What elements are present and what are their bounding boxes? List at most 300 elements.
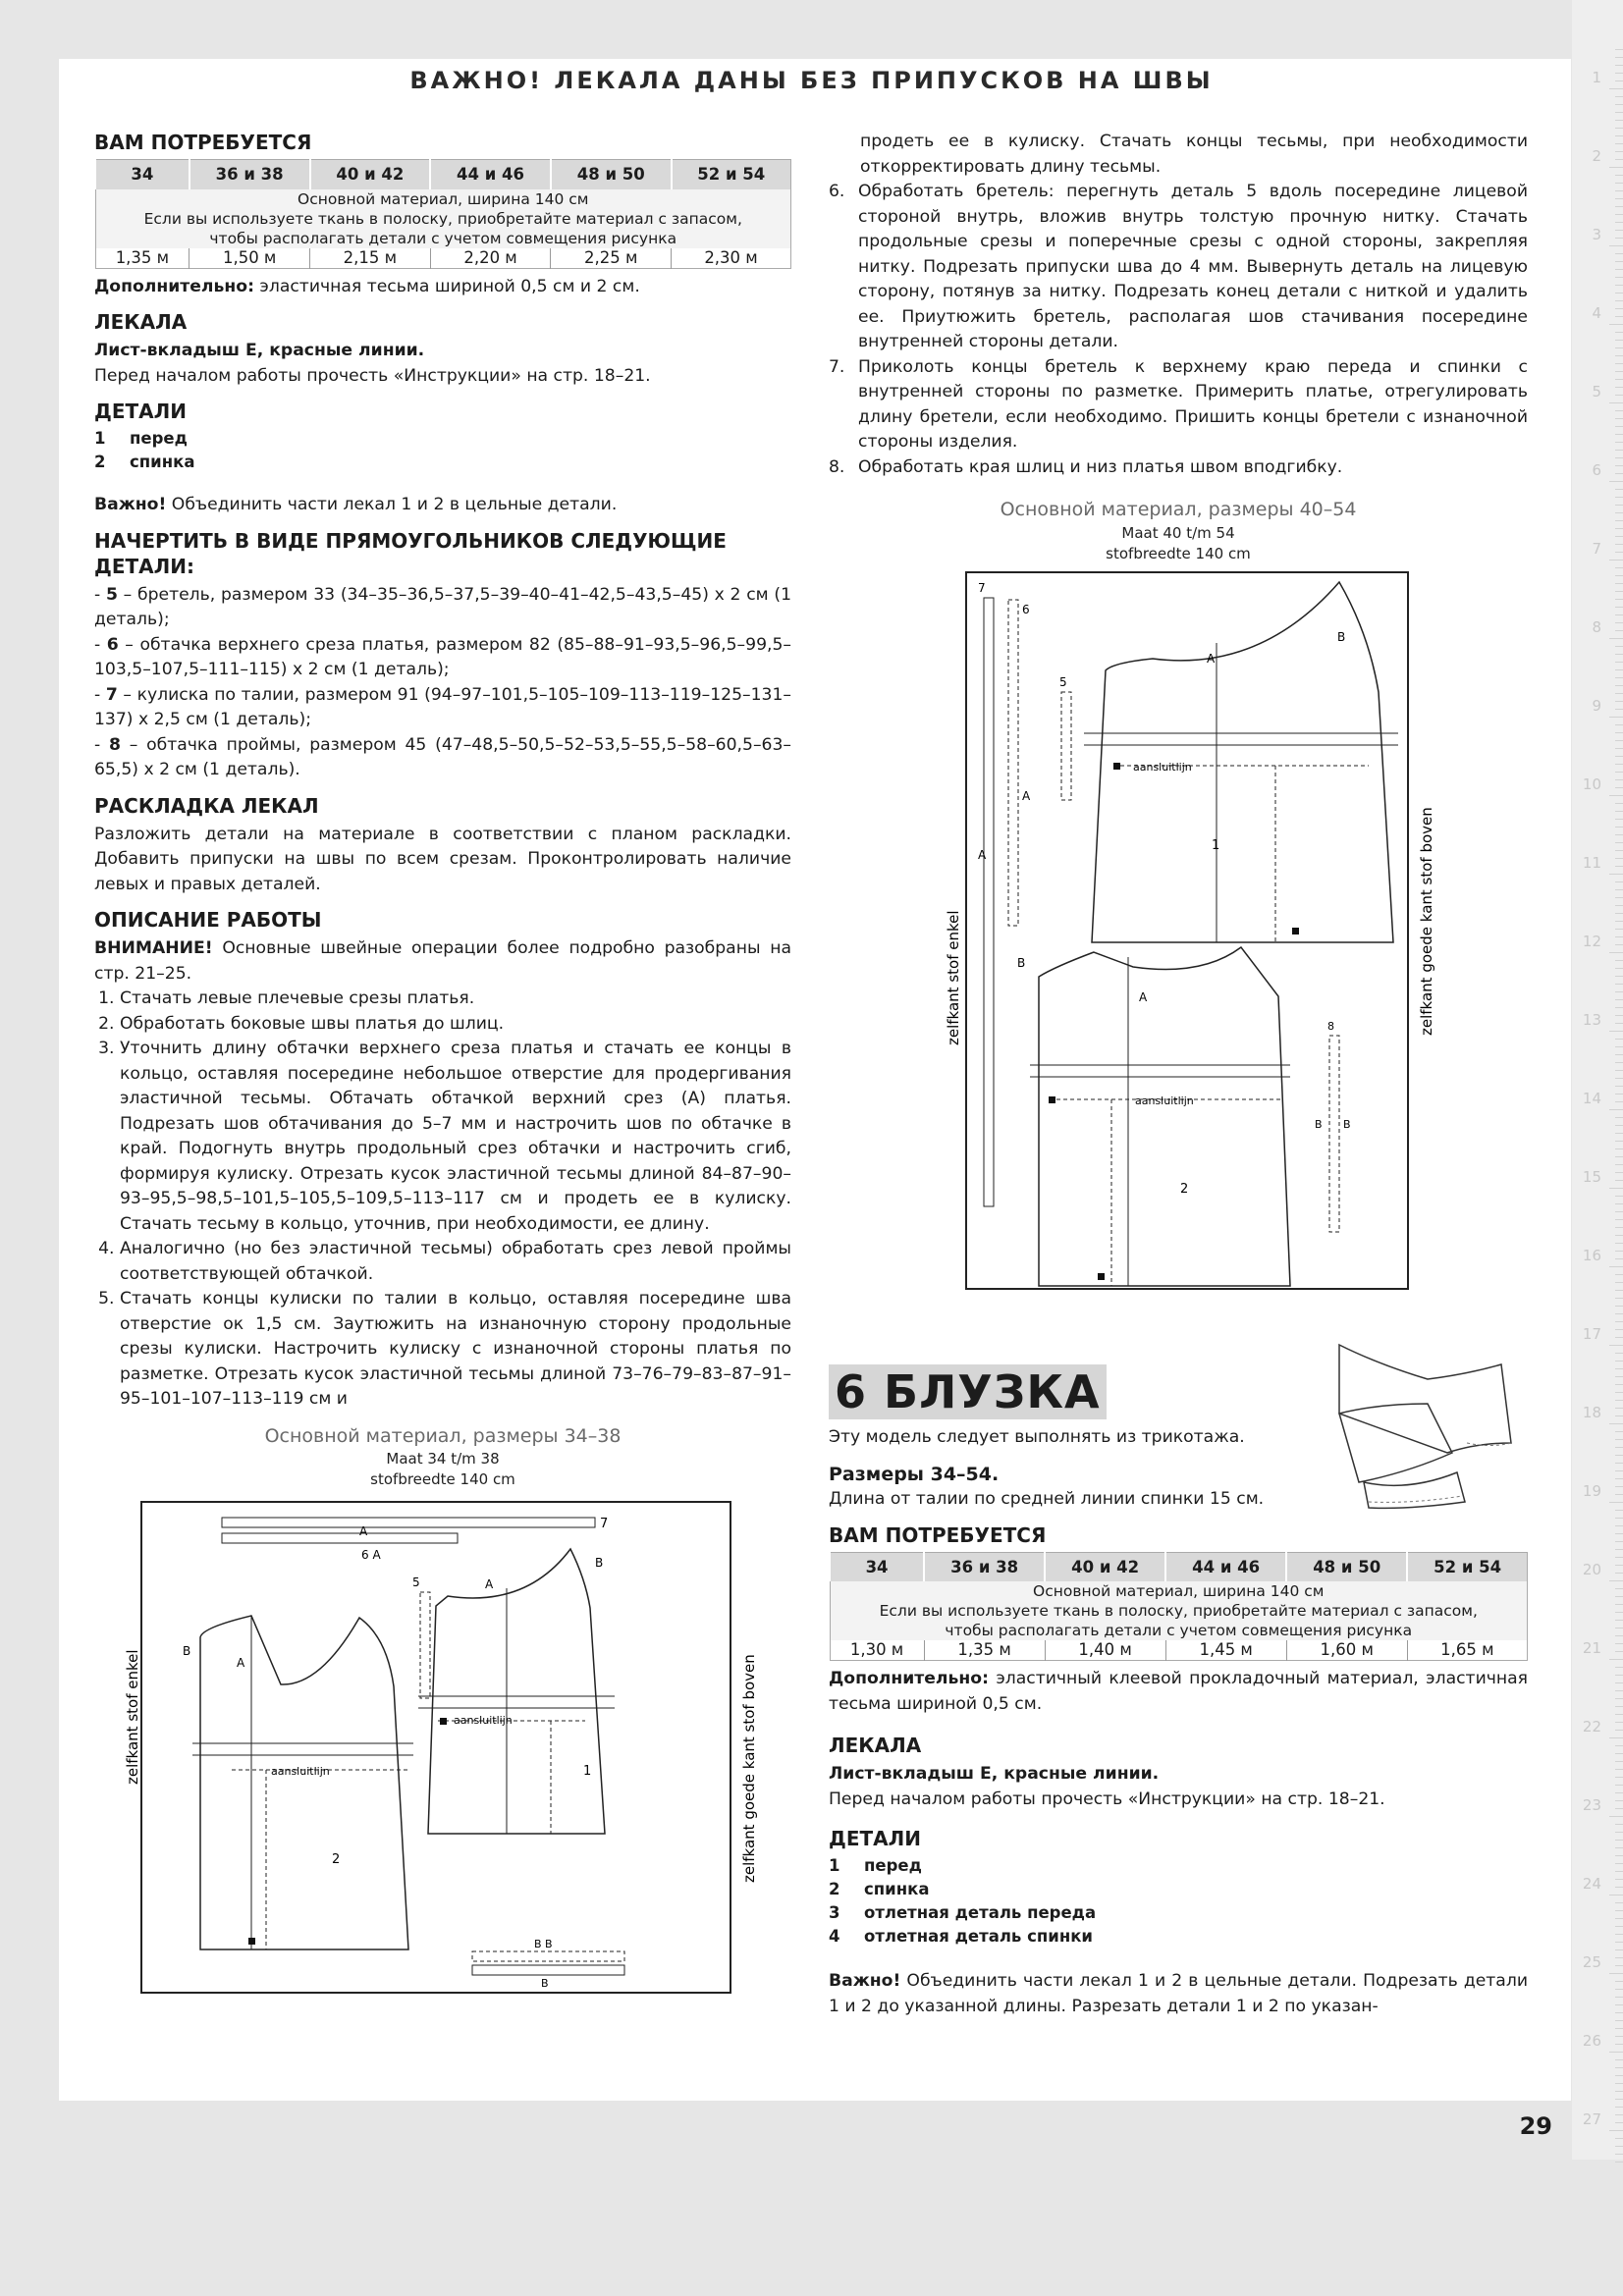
ruler-number: 13 xyxy=(1582,1011,1601,1029)
ruler-tick xyxy=(1615,1258,1623,1259)
ruler-tick xyxy=(1615,1714,1623,1715)
ruler-tick xyxy=(1615,363,1623,364)
ruler-tick xyxy=(1615,1643,1623,1644)
ruler-tick xyxy=(1615,1203,1623,1204)
page-number: 29 xyxy=(1519,2112,1552,2140)
ruler-tick xyxy=(1615,2012,1623,2013)
important-text: Объединить части лекал 1 и 2 в цельные детали. xyxy=(166,495,618,514)
ruler-tick xyxy=(1615,1023,1623,1024)
ruler-tick xyxy=(1615,1612,1623,1613)
ruler-tick xyxy=(1615,261,1623,262)
ruler-tick xyxy=(1615,1180,1623,1181)
rect-text: – кулиска по талии, размером 91 (94–97–101,5–105–109–113–119–125–131–137) х 2,5 см (1 деталь); xyxy=(94,684,791,729)
ruler-tick xyxy=(1615,1549,1623,1550)
ruler-number: 17 xyxy=(1582,1325,1601,1343)
ruler-tick xyxy=(1615,1800,1623,1801)
ruler-tick xyxy=(1615,120,1623,121)
details-title: ДЕТАЛИ xyxy=(829,1827,921,1850)
lekala-title: ЛЕКАЛА xyxy=(829,1734,922,1757)
important-label: Важно! xyxy=(94,495,167,514)
ruler-number: 27 xyxy=(1582,2110,1601,2128)
rect-number: 8 xyxy=(108,734,121,755)
size-table-blouse xyxy=(829,1552,1528,1662)
ruler-tick xyxy=(1609,2052,1623,2053)
layout2-heading xyxy=(829,498,1528,564)
ruler-tick xyxy=(1615,1196,1623,1197)
ruler-tick xyxy=(1615,2059,1623,2060)
detail-label: перед xyxy=(130,429,188,448)
rect-number: 7 xyxy=(105,684,118,705)
ruler-tick xyxy=(1615,2036,1623,2037)
ruler-tick xyxy=(1615,1722,1623,1723)
ruler-tick xyxy=(1615,2114,1623,2115)
svg-text:1: 1 xyxy=(583,1764,592,1779)
ruler-tick xyxy=(1615,457,1623,458)
size-header: 44 и 46 xyxy=(430,160,551,189)
ruler-tick xyxy=(1615,583,1623,584)
ruler-tick xyxy=(1609,1031,1623,1032)
ruler-tick xyxy=(1615,2044,1623,2045)
ruler-tick xyxy=(1615,206,1623,207)
ruler-number: 15 xyxy=(1582,1168,1601,1186)
svg-text:6: 6 xyxy=(1022,602,1030,616)
ruler-tick xyxy=(1615,1730,1623,1731)
ruler-tick xyxy=(1615,1015,1623,1016)
ruler-tick xyxy=(1615,701,1623,702)
ruler-tick xyxy=(1615,732,1623,733)
ruler-tick xyxy=(1615,1125,1623,1126)
ruler-number: 23 xyxy=(1582,1796,1601,1814)
ruler-tick xyxy=(1615,536,1623,537)
size-header: 52 и 54 xyxy=(672,160,791,189)
ruler-tick xyxy=(1615,2075,1623,2076)
ruler-tick xyxy=(1615,395,1623,396)
ruler-tick xyxy=(1615,222,1623,223)
ruler-tick xyxy=(1615,1942,1623,1943)
layout2-selvedge-left: zelfkant stof enkel xyxy=(945,909,962,1045)
size-header: 52 и 54 xyxy=(1407,1552,1527,1581)
step-number: 8. xyxy=(829,456,845,477)
ruler-tick xyxy=(1615,827,1623,828)
ruler-tick xyxy=(1615,1902,1623,1903)
rect-number: 6 xyxy=(106,634,119,655)
ruler-tick xyxy=(1615,1918,1623,1919)
ruler-tick xyxy=(1615,772,1623,773)
svg-text:B B: B B xyxy=(534,1938,553,1950)
work-attention xyxy=(94,936,791,987)
ruler-tick xyxy=(1615,277,1623,278)
ruler-tick xyxy=(1615,1745,1623,1746)
fabric-amount: 1,40 м xyxy=(1045,1640,1165,1661)
ruler-tick xyxy=(1615,921,1623,922)
fabric-amount: 1,35 м xyxy=(924,1640,1045,1661)
ruler-tick xyxy=(1615,2146,1623,2147)
need-title: ВАМ ПОТРЕБУЕТСЯ xyxy=(94,131,312,154)
ruler-tick xyxy=(1615,505,1623,506)
ruler-tick xyxy=(1609,1345,1623,1346)
ruler-tick xyxy=(1615,677,1623,678)
ruler-tick xyxy=(1615,819,1623,820)
layout-title: РАСКЛАДКА ЛЕКАЛ xyxy=(94,793,319,818)
ruler-tick xyxy=(1615,1777,1623,1778)
ruler-tick xyxy=(1615,1832,1623,1833)
ruler-tick xyxy=(1615,1887,1623,1888)
detail-item xyxy=(829,1926,1528,1948)
ruler-tick xyxy=(1615,65,1623,66)
ruler-tick xyxy=(1609,1737,1623,1738)
ruler-tick xyxy=(1609,717,1623,718)
ruler-tick xyxy=(1615,2083,1623,2084)
detail-item xyxy=(829,1855,1528,1877)
ruler-number: 18 xyxy=(1582,1404,1601,1421)
ruler-tick xyxy=(1615,96,1623,97)
ruler-tick xyxy=(1615,450,1623,451)
svg-text:A: A xyxy=(978,847,987,862)
ruler-tick xyxy=(1615,1290,1623,1291)
ruler-number: 4 xyxy=(1592,304,1601,322)
svg-text:B: B xyxy=(1315,1117,1323,1131)
step-number: 7. xyxy=(829,356,845,377)
layout1-mark: aansluitlijn xyxy=(271,1765,330,1778)
ruler-tick xyxy=(1615,1824,1623,1825)
ruler-tick xyxy=(1615,2004,1623,2005)
ruler-tick xyxy=(1615,1478,1623,1479)
rect-text: – бретель, размером 33 (34–35–36,5–37,5–39–40–41–42,5–43,5–45) х 2 см (1 деталь); xyxy=(94,584,792,629)
blouse-body xyxy=(829,1522,1528,2020)
ruler-tick xyxy=(1615,1604,1623,1605)
extra-label: Дополнительно: xyxy=(94,276,254,296)
ruler-tick xyxy=(1615,779,1623,780)
ruler-tick xyxy=(1615,1392,1623,1393)
fabric-amount: 1,65 м xyxy=(1407,1640,1527,1661)
ruler-tick xyxy=(1615,1486,1623,1487)
ruler-tick xyxy=(1615,1667,1623,1668)
work-step: 1. Стачать левые плечевые срезы платья. xyxy=(120,987,791,1012)
ruler-tick xyxy=(1615,1431,1623,1432)
ruler-tick xyxy=(1615,1863,1623,1864)
ruler-tick xyxy=(1615,1949,1623,1950)
rect-title: НАЧЕРТИТЬ В ВИДЕ ПРЯМОУГОЛЬНИКОВ СЛЕДУЮЩИЕ ДЕТАЛИ: xyxy=(94,528,727,578)
ruler-tick xyxy=(1615,473,1623,474)
ruler-tick xyxy=(1609,481,1623,482)
ruler-tick xyxy=(1615,787,1623,788)
work-step xyxy=(829,180,1528,355)
ruler-tick xyxy=(1609,1266,1623,1267)
ruler-tick xyxy=(1615,1518,1623,1519)
ruler-tick xyxy=(1609,1423,1623,1424)
important-label: Важно! xyxy=(829,1971,901,1991)
rect-item: - 5 – бретель, размером 33 (34–35–36,5–37,5–39–40–41–42,5–43,5–45) х 2 см (1 деталь); xyxy=(94,584,792,629)
page-header: ВАЖНО! ЛЕКАЛА ДАНЫ БЕЗ ПРИПУСКОВ НА ШВЫ xyxy=(409,67,1214,94)
size-header: 48 и 50 xyxy=(551,160,672,189)
detail-label: отлетная деталь переда xyxy=(864,1903,1097,1922)
ruler-tick xyxy=(1609,1659,1623,1660)
attention-text: Основные швейные операции более подробно разобраны на стр. 21–25. xyxy=(94,938,791,984)
ruler-tick xyxy=(1615,520,1623,521)
ruler-tick xyxy=(1615,599,1623,600)
ruler-tick xyxy=(1615,340,1623,341)
details-title: ДЕТАЛИ xyxy=(94,400,187,423)
svg-text:6 A: 6 A xyxy=(361,1548,381,1562)
ruler-tick xyxy=(1615,984,1623,985)
ruler-tick xyxy=(1615,1133,1623,1134)
ruler-tick xyxy=(1615,1557,1623,1558)
detail-number: 1 xyxy=(829,1856,840,1875)
ruler-tick xyxy=(1615,591,1623,592)
ruler-tick xyxy=(1615,355,1623,356)
layout1-selvedge-right: zelfkant goede kant stof boven xyxy=(740,1654,758,1883)
ruler-tick xyxy=(1615,104,1623,105)
ruler-tick xyxy=(1615,434,1623,435)
ruler-tick xyxy=(1615,1871,1623,1872)
ruler-tick xyxy=(1615,2091,1623,2092)
detail-number: 1 xyxy=(94,429,106,448)
table-note: Если вы используете ткань в полоску, приобретайте материал с запасом, xyxy=(95,209,791,229)
ruler-tick xyxy=(1615,944,1623,945)
ruler-tick xyxy=(1615,1306,1623,1307)
ruler-tick xyxy=(1615,1879,1623,1880)
layout-text: Разложить детали на материале в соответствии с планом раскладки. Добавить припуски на швы по всем срезам. Проконтролировать наличие левых и правых деталей. xyxy=(94,824,791,894)
ruler-number: 21 xyxy=(1582,1639,1601,1657)
lekala-text: Перед началом работы прочесть «Инструкции» на стр. 18–21. xyxy=(94,365,651,386)
ruler-tick xyxy=(1615,128,1623,129)
svg-text:A: A xyxy=(237,1656,245,1670)
important-note xyxy=(829,1969,1528,2019)
ruler-tick xyxy=(1615,1243,1623,1244)
detail-item xyxy=(94,428,791,450)
size-header: 40 и 42 xyxy=(310,160,431,189)
detail-number: 2 xyxy=(94,453,106,471)
ruler-tick xyxy=(1615,143,1623,144)
ruler-tick xyxy=(1615,654,1623,655)
need-title: ВАМ ПОТРЕБУЕТСЯ xyxy=(829,1522,1047,1547)
ruler-tick xyxy=(1615,1447,1623,1448)
fabric-amount: 2,30 м xyxy=(672,248,791,269)
ruler-tick xyxy=(1615,669,1623,670)
section-title: 6 БЛУЗКА xyxy=(829,1364,1107,1419)
ruler-tick xyxy=(1615,1235,1623,1236)
ruler-number: 14 xyxy=(1582,1090,1601,1107)
blouse-intro-block xyxy=(829,1425,1339,1513)
ruler-tick xyxy=(1615,183,1623,184)
layout1-mark: aansluitlijn xyxy=(454,1714,513,1727)
ruler-tick xyxy=(1615,897,1623,898)
work-step xyxy=(829,455,1528,481)
sizes-label: Размеры 34–54. xyxy=(829,1463,1000,1485)
ruler-tick xyxy=(1615,112,1623,113)
ruler-tick xyxy=(1615,1164,1623,1165)
detail-item xyxy=(829,1879,1528,1900)
ruler-tick xyxy=(1615,544,1623,545)
ruler-tick xyxy=(1615,293,1623,294)
fabric-amount: 1,30 м xyxy=(849,1640,904,1659)
extra-label: Дополнительно: xyxy=(829,1669,989,1688)
ruler-tick xyxy=(1615,1588,1623,1589)
ruler-tick xyxy=(1615,151,1623,152)
ruler-tick xyxy=(1615,740,1623,741)
svg-text:2: 2 xyxy=(1180,1181,1189,1197)
detail-item xyxy=(94,452,791,473)
blouse-illustration xyxy=(1320,1335,1516,1512)
ruler-tick xyxy=(1609,324,1623,325)
table-note: чтобы располагать детали с учетом совмещения рисунка xyxy=(830,1621,1528,1640)
layout2-mark: aansluitlijn xyxy=(1133,760,1192,774)
ruler-tick xyxy=(1615,1785,1623,1786)
ruler-tick xyxy=(1615,1086,1623,1087)
table-note: Основной материал, ширина 140 см xyxy=(830,1581,1528,1601)
size-header: 36 и 38 xyxy=(924,1552,1045,1581)
extra-text: эластичная тесьма шириной 0,5 см и 2 см. xyxy=(253,276,640,296)
work-step: 4. Аналогично (но без эластичной тесьмы) обработать срез левой проймы соответствующей обтачкой. xyxy=(120,1237,791,1287)
ruler-tick xyxy=(1615,803,1623,804)
ruler-tick xyxy=(1615,1070,1623,1071)
svg-text:B: B xyxy=(1343,1117,1351,1131)
ruler-tick xyxy=(1615,724,1623,725)
ruler-tick xyxy=(1615,285,1623,286)
lekala-title: ЛЕКАЛА xyxy=(94,310,188,334)
ruler-tick xyxy=(1609,1580,1623,1581)
ruler-tick xyxy=(1615,1698,1623,1699)
ruler-tick xyxy=(1615,1408,1623,1409)
step-text: Обработать бретель: перегнуть деталь 5 вдоль посередине лицевой стороной внутрь, вложив внутрь толстую прочную нитку. Стачать продольные срезы и поперечные срезы с одной стороны, закрепляя нитку. Подрезать припуски шва до 4 мм. Вывернуть деталь на лицевую сторону, потянув за нитку. Подрезать конец детали с ниткой и удалить ее. Приутюжить бретель, располагая шов стачивания посередине внутренней стороны детали. xyxy=(858,182,1528,351)
ruler-number: 3 xyxy=(1592,226,1601,243)
detail-item xyxy=(829,1902,1528,1924)
important-text: Объединить части лекал 1 и 2 в цельные детали. Подрезать детали 1 и 2 до указанной длины. Разрезать детали 1 и 2 по указан- xyxy=(829,1971,1528,2016)
ruler-tick xyxy=(1615,1094,1623,1095)
ruler-tick xyxy=(1615,1007,1623,1008)
layout1-title: Основной материал, размеры 34–38 xyxy=(264,1424,622,1447)
detail-number: 2 xyxy=(829,1880,840,1898)
ruler-tick xyxy=(1615,905,1623,906)
table-note: Основной материал, ширина 140 см xyxy=(95,189,791,209)
ruler-tick xyxy=(1615,1282,1623,1283)
ruler-tick xyxy=(1609,1188,1623,1189)
ruler-tick xyxy=(1615,1329,1623,1330)
ruler-tick xyxy=(1615,1840,1623,1841)
svg-text:A: A xyxy=(1207,651,1216,666)
ruler-tick xyxy=(1615,662,1623,663)
ruler-tick xyxy=(1615,253,1623,254)
ruler-tick xyxy=(1615,1989,1623,1990)
blouse-head xyxy=(829,1364,1528,1419)
ruler-tick xyxy=(1609,1895,1623,1896)
ruler-number: 20 xyxy=(1582,1561,1601,1578)
ruler-tick xyxy=(1615,426,1623,427)
left-column xyxy=(94,130,791,2009)
fabric-amount: 1,60 м xyxy=(1286,1640,1407,1661)
ruler-number: 11 xyxy=(1582,854,1601,872)
ruler-tick xyxy=(1615,1368,1623,1369)
layout2-sub2: stofbreedte 140 cm xyxy=(1106,544,1251,562)
ruler-tick xyxy=(1615,1855,1623,1856)
work-step: 5. Стачать концы кулиски по талии в кольцо, оставляя посередине шва отверстие ок 1,5 см. Заутюжить на изнаночную сторону продольные срезы кулиски. Настрочить кулиску с изнаночной стороны платья по разметке. Отрезать кусок эластичной тесьмы длиной 73–76–79–83–87–91–95–101–107–113–119 см и xyxy=(120,1287,791,1413)
ruler-tick xyxy=(1615,1934,1623,1935)
rect-item: - 7 – кулиска по талии, размером 91 (94–97–101,5–105–109–113–119–125–131–137) х 2,5 см (1 деталь); xyxy=(94,684,791,729)
ruler-tick xyxy=(1615,528,1623,529)
ruler-tick xyxy=(1615,418,1623,419)
ruler-tick xyxy=(1615,497,1623,498)
ruler-tick xyxy=(1615,332,1623,333)
ruler-tick xyxy=(1609,1973,1623,1974)
ruler-tick xyxy=(1615,614,1623,615)
ruler-tick xyxy=(1615,379,1623,380)
ruler-tick xyxy=(1615,1596,1623,1597)
svg-text:B: B xyxy=(183,1644,191,1658)
extra-text: эластичный клеевой прокладочный материал, эластичная тесьма шириной 0,5 см. xyxy=(829,1669,1528,1714)
table-note: Если вы используете ткань в полоску, приобретайте материал с запасом, xyxy=(830,1601,1528,1621)
ruler-tick xyxy=(1615,866,1623,867)
ruler-tick xyxy=(1615,850,1623,851)
ruler-tick xyxy=(1615,1533,1623,1534)
ruler-tick xyxy=(1615,300,1623,301)
svg-text:1: 1 xyxy=(1212,837,1220,853)
ruler-number: 10 xyxy=(1582,775,1601,793)
size-table-dress xyxy=(94,159,791,269)
ruler-tick xyxy=(1615,968,1623,969)
ruler-tick xyxy=(1609,795,1623,796)
ruler-tick xyxy=(1615,214,1623,215)
ruler-tick xyxy=(1615,1957,1623,1958)
fabric-amount: 1,50 м xyxy=(189,248,310,269)
right-column xyxy=(829,130,1528,1318)
ruler-tick xyxy=(1615,1078,1623,1079)
ruler-tick xyxy=(1615,489,1623,490)
size-header: 34 xyxy=(830,1552,924,1581)
ruler-tick xyxy=(1615,2138,1623,2139)
ruler-tick xyxy=(1615,159,1623,160)
ruler-number: 5 xyxy=(1592,383,1601,400)
ruler-tick xyxy=(1615,1706,1623,1707)
ruler-tick xyxy=(1615,347,1623,348)
work-title: ОПИСАНИЕ РАБОТЫ xyxy=(94,908,322,932)
attention-label: ВНИМАНИЕ! xyxy=(94,938,213,958)
ruler-tick xyxy=(1615,842,1623,843)
ruler-tick xyxy=(1615,1353,1623,1354)
ruler-tick xyxy=(1615,1361,1623,1362)
step-text: Обработать края шлиц и низ платья швом вподгибку. xyxy=(858,456,1343,477)
ruler-tick xyxy=(1615,1910,1623,1911)
ruler-tick xyxy=(1615,1965,1623,1966)
rect-item: - 8 – обтачка проймы, размером 45 (47–48,5–50,5–52–53,5–55,5–58–60,5–63–65,5) х 2 см (1 деталь). xyxy=(94,734,792,779)
ruler-tick xyxy=(1615,1651,1623,1652)
important-note xyxy=(94,493,791,518)
ruler-tick xyxy=(1615,1101,1623,1102)
ruler-tick xyxy=(1615,858,1623,859)
ruler-tick xyxy=(1615,2162,1623,2163)
svg-text:2: 2 xyxy=(332,1852,341,1867)
ruler-tick xyxy=(1615,1415,1623,1416)
ruler-tick xyxy=(1615,1376,1623,1377)
ruler-tick xyxy=(1609,2130,1623,2131)
ruler-tick xyxy=(1615,1675,1623,1676)
ruler-tick xyxy=(1609,402,1623,403)
ruler-tick xyxy=(1615,1054,1623,1055)
ruler-tick xyxy=(1615,465,1623,466)
table-note: чтобы располагать детали с учетом совмещения рисунка xyxy=(95,229,791,248)
ruler-tick xyxy=(1615,1510,1623,1511)
rect-item: - 6 – обтачка верхнего среза платья, размером 82 (85–88–91–93,5–96,5–99,5–103,5–107,5–111–115) х 2 см (1 деталь); xyxy=(94,634,792,679)
rect-number: 5 xyxy=(105,584,118,605)
ruler-tick xyxy=(1615,198,1623,199)
ruler-tick xyxy=(1609,874,1623,875)
layout2-title: Основной материал, размеры 40–54 xyxy=(1000,499,1357,520)
ruler-tick xyxy=(1615,1298,1623,1299)
ruler-tick xyxy=(1615,1274,1623,1275)
ruler-tick xyxy=(1615,230,1623,231)
ruler-tick xyxy=(1615,1313,1623,1314)
size-header: 48 и 50 xyxy=(1286,1552,1407,1581)
layout1-selvedge-left: zelfkant stof enkel xyxy=(124,1649,141,1785)
